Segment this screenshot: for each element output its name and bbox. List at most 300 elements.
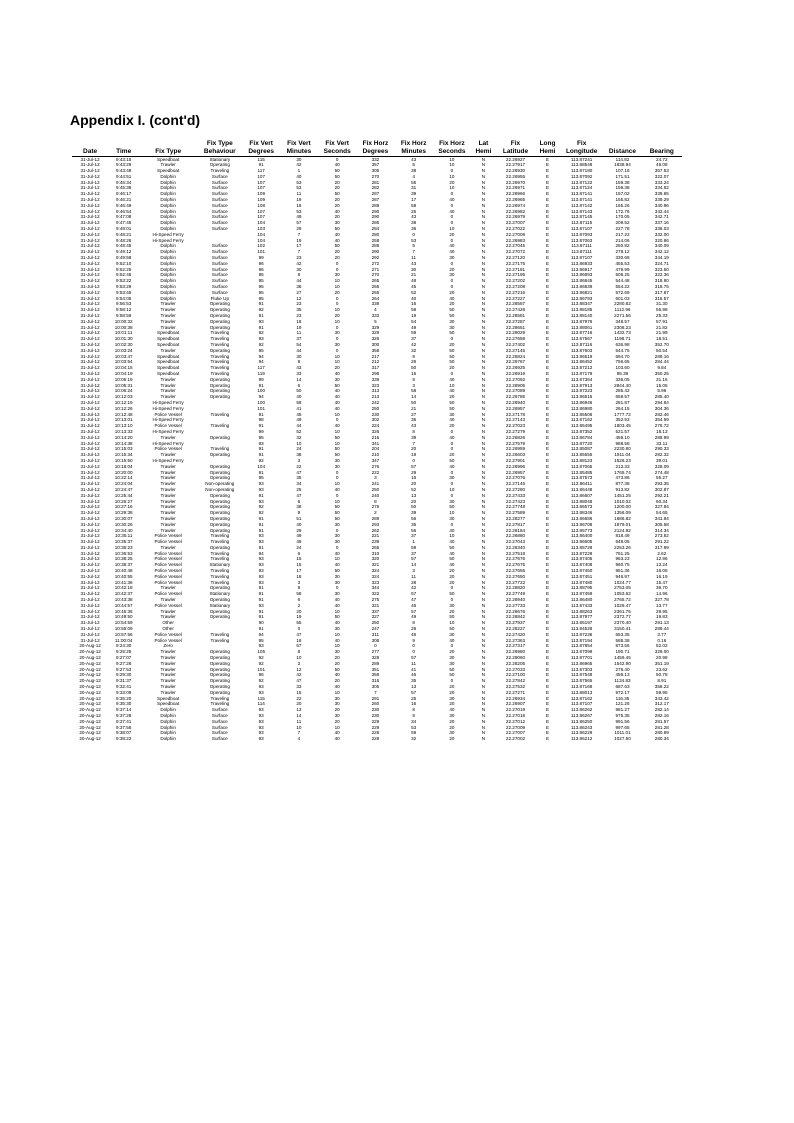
table-cell: 221 — [371, 533, 380, 539]
table-cell: Dolphin — [160, 260, 176, 266]
table-cell: 31-Jul-12 — [80, 428, 100, 434]
table-cell: 93 — [258, 579, 264, 585]
table-cell: 284.44 — [654, 359, 669, 365]
table-cell: 357 — [371, 162, 380, 168]
table-cell: 30 — [334, 591, 340, 597]
table-cell: 22.27018 — [505, 713, 526, 718]
table-cell: 31-Jul-12 — [80, 156, 100, 162]
table-cell: 113.86965 — [570, 660, 593, 666]
table-row — [72, 574, 682, 580]
table-cell: E — [545, 382, 550, 388]
table-cell: 22.27076 — [505, 475, 526, 481]
table-cell: Trawler — [160, 324, 176, 330]
table-cell: 91 — [258, 515, 264, 521]
table-cell: 119 — [257, 370, 265, 376]
table-cell: 29 — [296, 226, 302, 232]
table-cell: 30 — [449, 272, 455, 278]
table-cell: 157.02 — [615, 191, 630, 197]
table-cell: 20 — [449, 266, 455, 272]
table-cell: 3 — [412, 568, 415, 574]
table-cell: 11 — [296, 718, 302, 724]
table-cell: 103.60 — [615, 365, 630, 371]
table-cell: 281.28 — [654, 724, 669, 730]
table-cell: 229 — [371, 718, 380, 724]
table-cell: N — [481, 568, 486, 574]
table-cell: 113.87115 — [571, 220, 593, 226]
table-cell: 99 — [258, 428, 264, 434]
table-cell: Other — [162, 620, 174, 626]
table-cell: 57 — [296, 643, 302, 649]
table-cell: 50 — [449, 330, 455, 336]
table-cell: 31-Jul-12 — [80, 289, 100, 295]
table-cell: 91 — [258, 626, 264, 632]
table-cell: N — [481, 231, 486, 237]
table-cell: 20 — [449, 365, 455, 371]
table-cell: 340.09 — [654, 243, 669, 249]
table-cell: Police Vessel — [154, 411, 182, 417]
table-cell: 22.27033 — [505, 666, 526, 672]
table-cell: 22.27008 — [505, 231, 526, 237]
table-cell: 324 — [371, 568, 380, 574]
table-cell: 324 — [371, 573, 380, 579]
table-cell: 0 — [450, 585, 454, 591]
table-cell: 91 — [258, 591, 264, 597]
table-cell: 7 — [374, 689, 377, 695]
table-cell: 20 — [449, 684, 455, 690]
table-cell: 305 — [371, 168, 380, 174]
table-cell: 22.28205 — [505, 660, 526, 666]
table-cell: 30 — [334, 579, 340, 585]
table-cell: 37 — [411, 533, 417, 539]
table-cell: 9:25:25 — [116, 649, 132, 655]
table-cell: 93 — [258, 736, 264, 742]
table-cell: 22.26980 — [505, 649, 526, 655]
table-cell: 22.26959 — [505, 446, 526, 452]
table-cell: 30 — [334, 272, 340, 278]
table-cell: 19 — [296, 324, 302, 330]
table-cell: 50 — [449, 544, 455, 550]
table-cell: 10 — [334, 689, 340, 695]
table-cell: N — [481, 614, 486, 620]
table-cell: 20-Aug-12 — [79, 678, 101, 684]
table-cell: 289.44 — [654, 626, 669, 632]
table-cell: 22.27216 — [505, 289, 526, 295]
table-cell: 10:30:07 — [114, 515, 133, 521]
table-cell: E — [545, 452, 550, 458]
table-cell: 270 — [371, 173, 380, 179]
table-cell: 322.36 — [654, 272, 669, 278]
table-cell: 39 — [411, 191, 417, 197]
table-cell: 31-Jul-12 — [80, 469, 100, 475]
table-cell: 113.87107 — [570, 255, 593, 261]
table-cell: 53 — [411, 724, 417, 730]
table-cell: 36 — [411, 226, 417, 232]
table-cell: Speedboat — [157, 168, 180, 174]
table-cell: 10:25:44 — [114, 492, 133, 498]
table-cell: 9:46:49 — [116, 202, 132, 208]
table-cell: 91 — [258, 301, 264, 307]
table-cell: 6 — [297, 550, 301, 556]
table-cell: E — [545, 370, 550, 376]
table-cell: 31-Jul-12 — [80, 208, 100, 214]
table-cell: N — [481, 591, 486, 597]
table-cell: E — [545, 608, 550, 614]
table-cell: 12 — [296, 666, 302, 672]
table-cell: 35 — [296, 475, 302, 481]
table-cell: 2753.05 — [614, 585, 631, 591]
table-cell: 9:37:14 — [116, 707, 132, 713]
table-cell: 40 — [334, 562, 340, 568]
table-cell: 113.85197 — [570, 620, 593, 626]
table-cell: 0 — [450, 469, 454, 475]
table-cell: 24.72 — [656, 156, 668, 162]
table-cell: 22.27420 — [505, 631, 526, 637]
table-cell: 57 — [296, 220, 302, 226]
column-header: Long Hemi — [535, 136, 560, 156]
table-cell: 95 — [258, 278, 264, 284]
table-cell: 113.87450 — [570, 568, 593, 574]
table-cell: 52 — [296, 428, 302, 434]
table-cell: 30 — [334, 649, 340, 655]
table-cell: 0 — [412, 457, 415, 463]
table-cell: N — [481, 162, 486, 168]
table-cell: 250 — [371, 620, 380, 626]
table-cell: 240 — [371, 492, 380, 498]
table-cell: E — [545, 631, 550, 637]
table-cell: 93 — [258, 689, 264, 695]
table-cell: E — [545, 394, 550, 400]
table-cell: 113.86821 — [570, 289, 593, 295]
table-cell: N — [481, 730, 486, 736]
table-cell: 38 — [411, 220, 417, 226]
table-cell: 228 — [371, 730, 380, 736]
table-cell: 40 — [449, 388, 455, 394]
table-cell: E — [545, 544, 550, 550]
table-cell: 9:49:58 — [116, 255, 132, 261]
table-cell: Operating — [209, 382, 230, 388]
table-cell: 10:49:50 — [114, 614, 133, 620]
table-cell: 115 — [257, 695, 265, 701]
table-cell: E — [545, 620, 550, 626]
table-row — [72, 174, 682, 180]
table-cell: 288 — [371, 202, 380, 208]
table-cell: Traveling — [210, 365, 230, 371]
table-cell: 113.87093 — [570, 231, 593, 237]
table-cell: 332.00 — [654, 231, 669, 237]
table-cell: 22.27722 — [505, 579, 526, 585]
table-cell: 0 — [335, 301, 339, 307]
table-cell: Traveling — [210, 701, 230, 707]
table-cell: Trawler — [160, 376, 176, 382]
table-cell: 53 — [411, 237, 417, 243]
table-cell: 282 — [371, 185, 380, 191]
table-cell: 113.88048 — [570, 498, 593, 504]
table-cell: 6 — [297, 382, 301, 388]
table-cell: N — [481, 272, 486, 278]
table-cell: 9:43:48 — [116, 168, 132, 174]
table-cell: 4 — [297, 736, 301, 742]
table-cell: 31-Jul-12 — [80, 481, 100, 487]
table-cell: 22.27009 — [505, 724, 526, 730]
table-cell: N — [481, 510, 486, 516]
table-cell: Trawler — [160, 469, 176, 475]
table-cell: 10:36:23 — [114, 544, 133, 550]
table-cell: 0.16 — [657, 637, 667, 643]
table-cell: 10:02:30 — [114, 342, 133, 347]
table-cell: 92 — [258, 307, 264, 313]
table-cell: E — [545, 249, 550, 255]
table-cell: 15 — [296, 562, 302, 568]
table-cell: 114 — [257, 701, 265, 707]
table-cell: 31-Jul-12 — [80, 330, 100, 336]
table-cell: E — [545, 556, 550, 562]
table-cell: 214.06 — [615, 237, 630, 243]
table-cell: N — [481, 736, 486, 742]
table-cell: 8 — [297, 359, 301, 365]
table-cell: 31-Jul-12 — [80, 486, 100, 492]
table-cell: 31-Jul-12 — [80, 185, 100, 191]
table-cell: 93 — [258, 707, 264, 713]
table-row — [72, 348, 682, 354]
table-cell: 59.95 — [656, 689, 668, 695]
table-cell: E — [545, 568, 550, 574]
table-cell: N — [481, 695, 486, 701]
table-cell: Speedboat — [157, 370, 180, 376]
table-cell: 113.88061 — [570, 324, 593, 330]
table-cell: N — [481, 428, 486, 434]
table-row — [72, 226, 682, 232]
table-cell: Police Vessel — [154, 568, 182, 574]
table-cell: 323.50 — [654, 266, 669, 272]
table-cell: 113.87141 — [570, 191, 593, 197]
table-cell: 0 — [335, 156, 339, 162]
table-cell: 31-Jul-12 — [80, 608, 100, 614]
table-cell: 22.27175 — [505, 260, 526, 266]
table-cell: Operating — [209, 597, 230, 603]
table-cell: 291.22 — [654, 539, 669, 545]
table-cell: 58 — [296, 399, 302, 405]
table-cell: 10 — [334, 284, 340, 290]
table-cell: 21 — [411, 272, 417, 278]
table-cell: 11 — [296, 191, 302, 197]
table-cell: 113.86262 — [570, 707, 593, 713]
table-cell: 38 — [296, 452, 302, 458]
table-cell: 37 — [411, 336, 417, 342]
table-cell: 22.27072 — [505, 249, 526, 255]
table-cell: 113.87408 — [570, 562, 593, 568]
table-cell: E — [545, 423, 550, 429]
table-cell: 113.87141 — [570, 197, 593, 203]
table-cell: 22.27100 — [505, 672, 526, 678]
table-cell: N — [481, 185, 486, 191]
table-cell: 113.87720 — [570, 440, 593, 446]
table-cell: 0 — [450, 168, 454, 174]
table-cell: E — [545, 405, 550, 411]
table-cell: 22.26880 — [505, 533, 526, 539]
table-cell: N — [481, 173, 486, 179]
table-cell: 1765.74 — [614, 469, 631, 475]
table-cell: N — [481, 579, 486, 585]
table-cell: 58 — [411, 388, 417, 394]
table-cell: 171.51 — [615, 173, 630, 179]
table-cell: 204 — [371, 446, 380, 452]
table-cell: 36.70 — [656, 585, 668, 591]
table-cell: 40 — [449, 295, 455, 301]
table-cell: Traveling — [210, 370, 230, 376]
table-cell: 9:56:53 — [116, 301, 132, 307]
table-cell: 113.87236 — [570, 631, 593, 637]
table-cell: 20-Aug-12 — [79, 689, 101, 695]
table-cell: 946.97 — [615, 573, 630, 579]
table-cell: 17 — [296, 243, 302, 249]
table-row — [72, 400, 682, 406]
table-cell: 352.53 — [615, 417, 630, 423]
table-cell: 291 — [371, 695, 380, 701]
table-cell: 9 — [412, 353, 415, 359]
table-cell: N — [481, 521, 486, 527]
table-cell: 10 — [449, 510, 455, 516]
table-cell: Operating — [209, 301, 230, 307]
table-cell: 14.96 — [656, 591, 668, 597]
table-cell: 8 — [412, 428, 415, 434]
table-cell: 40 — [449, 527, 455, 533]
table-cell: 107 — [257, 214, 265, 220]
table-cell: 7 — [412, 440, 415, 446]
table-cell: 22.26957 — [505, 469, 526, 475]
table-cell: E — [545, 272, 550, 278]
table-cell: 50 — [334, 168, 340, 174]
table-cell: 8 — [297, 272, 301, 278]
table-cell: 43 — [411, 214, 417, 220]
table-cell: 282.16 — [654, 713, 669, 718]
table-cell: 10:03:24 — [114, 347, 133, 353]
table-cell: 47 — [411, 597, 417, 603]
table-cell: 45 — [296, 411, 302, 417]
table-cell: 1777.72 — [614, 411, 631, 417]
table-cell: 0 — [335, 469, 339, 475]
table-cell: 10:35:37 — [114, 539, 133, 545]
table-cell: 2230.80 — [614, 446, 631, 452]
table-cell: 93 — [258, 533, 264, 539]
table-cell: 10:40:55 — [114, 573, 133, 579]
table-cell: 0 — [450, 284, 454, 290]
table-cell: 30 — [449, 318, 455, 324]
table-cell: 320.86 — [654, 237, 669, 243]
table-cell: 0 — [412, 231, 415, 237]
table-cell: 229 — [371, 724, 380, 730]
table-cell: 1356.09 — [614, 510, 631, 516]
table-cell: 33 — [296, 684, 302, 690]
table-cell: 30 — [449, 631, 455, 637]
table-cell: 10:38:25 — [114, 556, 133, 562]
table-cell: 10:40:48 — [114, 568, 133, 574]
table-cell: N — [481, 620, 486, 626]
table-cell: 102 — [257, 243, 265, 249]
table-cell: N — [481, 486, 486, 492]
table-cell: 31-Jul-12 — [80, 533, 100, 539]
table-cell: 9:35:20 — [116, 695, 132, 701]
table-cell: Dolphin — [160, 243, 176, 249]
table-cell: 19 — [296, 237, 302, 243]
table-cell: 31-Jul-12 — [80, 202, 100, 208]
table-cell: Operating — [209, 318, 230, 324]
table-cell: 49 — [411, 324, 417, 330]
table-cell: 31-Jul-12 — [80, 550, 100, 556]
table-cell: 31-Jul-12 — [80, 405, 100, 411]
table-cell: 31-Jul-12 — [80, 562, 100, 568]
table-cell: 22.27917 — [505, 162, 526, 168]
table-cell: E — [545, 521, 550, 527]
table-cell: 20 — [334, 365, 340, 371]
table-cell: 20 — [449, 423, 455, 429]
table-cell: Operating — [209, 376, 230, 382]
table-cell: 340.96 — [654, 202, 669, 208]
table-cell: 10 — [334, 307, 340, 313]
table-cell: Hi-Speed Ferry — [152, 428, 184, 434]
table-cell: 22.27045 — [505, 243, 526, 249]
table-cell: 305 — [371, 684, 380, 690]
table-cell: 30 — [334, 342, 340, 347]
table-cell: Police Vessel — [154, 550, 182, 556]
table-cell: Operating — [209, 324, 230, 330]
table-cell: 14 — [411, 562, 417, 568]
table-cell: 52.02 — [656, 643, 668, 649]
table-cell: 57 — [411, 556, 417, 562]
table-cell: 113.86400 — [570, 533, 593, 539]
table-cell: N — [481, 307, 486, 313]
table-cell: 114.82 — [615, 156, 630, 162]
table-cell: 227.78 — [615, 226, 630, 232]
table-cell: E — [545, 330, 550, 336]
table-cell: 43 — [411, 156, 417, 162]
table-cell: 22.27280 — [505, 486, 526, 492]
table-cell: 10:00:32 — [114, 318, 133, 324]
table-cell: 0 — [335, 324, 339, 330]
table-cell: 354.59 — [654, 417, 669, 423]
table-cell: 310 — [371, 550, 380, 556]
table-cell: 30 — [449, 660, 455, 666]
table-cell: 113.87480 — [570, 579, 593, 585]
table-cell: 10 — [449, 620, 455, 626]
table-cell: 8 — [374, 498, 377, 504]
table-cell: 330.68 — [615, 255, 630, 261]
table-cell: Stationary — [209, 562, 231, 568]
table-cell: 9 — [412, 376, 415, 382]
table-cell: 991.56 — [615, 718, 630, 724]
table-cell: 22.28581 — [505, 313, 526, 319]
table-cell: 312.17 — [654, 701, 669, 707]
table-cell: 55 — [296, 620, 302, 626]
table-cell: 25 — [296, 486, 302, 492]
table-cell: 1838.94 — [614, 162, 631, 168]
table-cell: 282.14 — [654, 707, 669, 713]
table-cell: E — [545, 730, 550, 736]
table-cell: 92 — [258, 342, 264, 347]
table-cell: 10 — [296, 724, 302, 730]
table-cell: 50 — [296, 388, 302, 394]
table-cell: 9:37:41 — [116, 718, 132, 724]
table-cell: E — [545, 684, 550, 690]
table-cell: 694.70 — [615, 353, 630, 359]
table-cell: 43 — [411, 423, 417, 429]
table-cell: 16 — [411, 475, 417, 481]
table-cell: 16 — [411, 701, 417, 707]
table-cell: 50 — [449, 614, 455, 620]
table-cell: 10 — [334, 498, 340, 504]
table-cell: E — [545, 515, 550, 521]
table-cell: 31-Jul-12 — [80, 278, 100, 284]
table-cell: Surface — [211, 243, 228, 249]
